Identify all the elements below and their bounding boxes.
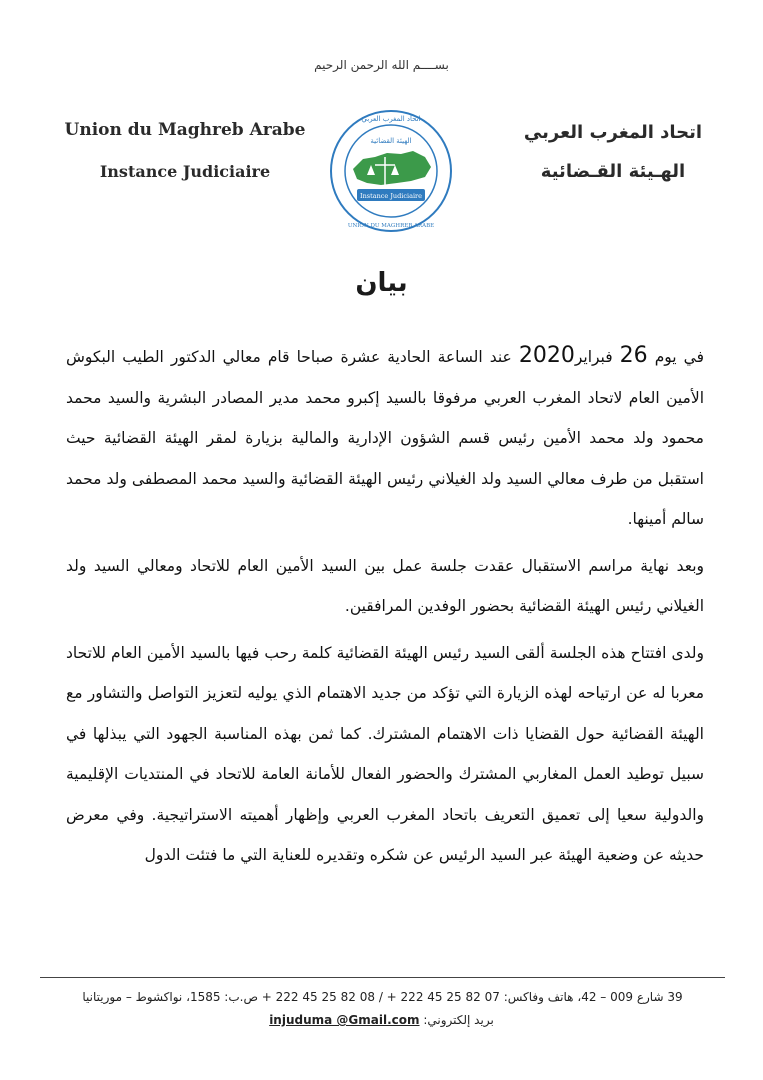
email-label: بريد إلكتروني: bbox=[419, 1013, 494, 1027]
logo-top-text: اتحاد المغرب العربي bbox=[361, 115, 421, 123]
header-french bbox=[60, 120, 310, 181]
document-title: بيان bbox=[355, 268, 408, 298]
date-year: 2020 bbox=[518, 343, 575, 368]
logo-inner-text: الهيئة القضائية bbox=[370, 137, 412, 145]
footer-email-line bbox=[0, 1013, 763, 1027]
email-link[interactable]: injuduma @Gmail.com bbox=[269, 1013, 420, 1027]
footer-address: 39 شارع 009 – 42، هاتف وفاكس: 07 82 25 45 222 + / 08 82 25 45 222 + ص.ب: 1585، نواكشوط – موريتانيا bbox=[82, 990, 683, 1004]
logo-bottom-text: UNION DU MAGHREB ARABE bbox=[347, 223, 435, 229]
footer-divider bbox=[40, 977, 725, 978]
paragraph-1: في يوم 26 فبراير2020 عند الساعة الحادية عشرة صباحا قام معالي الدكتور الطيب البكوش الأمين العام لاتحاد المغرب العربي مرفوقا بالسيد إكبرو محمد مدير المصادر البشرية والسيد محمد محمود ولد محمد الأمين رئيس قسم الشؤون الإدارية والمالية بزيارة لمقر الهيئة القضائية حيث استقبل من طرف معالي السيد ولد الغيلاني رئيس الهيئة القضائية والسيد محمد المصطفى ولد محمد سالم أمينها. bbox=[66, 343, 704, 528]
org-name-fr: Union du Maghreb Arabe bbox=[64, 120, 306, 140]
paragraph-3: ولدى افتتاح هذه الجلسة ألقى السيد رئيس الهيئة القضائية كلمة رحب فيها بالسيد الأمين العام للاتحاد معربا له عن ارتياحه لهذه الزيارة التي تؤكد من جديد الاهتمام الذي يوليه لتعزيز التواصل والتشاور مع الهيئة القضائية حول القضايا ذات الاهتمام المشترك. كما ثمن بهذه المناسبة الجهود التي يبذلها في سبيل توطيد العمل المغاربي المشترك والحضور الفعال للأمانة العامة للاتحاد في المنتديات الإقليمية والدولية سعيا إلى تعميق التعريف باتحاد المغرب العربي وإظهار أهميته الاستراتيجية. وفي معرض حديثه عن وضعية الهيئة عبر السيد الرئيس عن شكره وتقديره للعناية التي ما فتئت الدول bbox=[66, 643, 704, 864]
header-arabic bbox=[518, 122, 708, 182]
emblem-logo bbox=[327, 107, 455, 235]
document-body bbox=[66, 336, 704, 882]
basmala: بســــم الله الرحمن الرحيم bbox=[314, 58, 449, 72]
instance-name-fr: Instance Judiciaire bbox=[99, 162, 271, 181]
date-day: 26 bbox=[619, 343, 648, 368]
org-name-ar: اتحاد المغرب العربي bbox=[523, 122, 703, 143]
logo-banner-text: Instance Judiciaire bbox=[360, 192, 422, 200]
paragraph-2: وبعد نهاية مراسم الاستقبال عقدت جلسة عمل بين السيد الأمين العام للاتحاد ومعالي السيد ولد الغيلاني رئيس الهيئة القضائية بحضور الوفدين المرافقين. bbox=[66, 556, 704, 615]
instance-name-ar: الهـيئة القـضائية bbox=[540, 161, 686, 182]
emblem-logo-svg bbox=[327, 107, 455, 235]
